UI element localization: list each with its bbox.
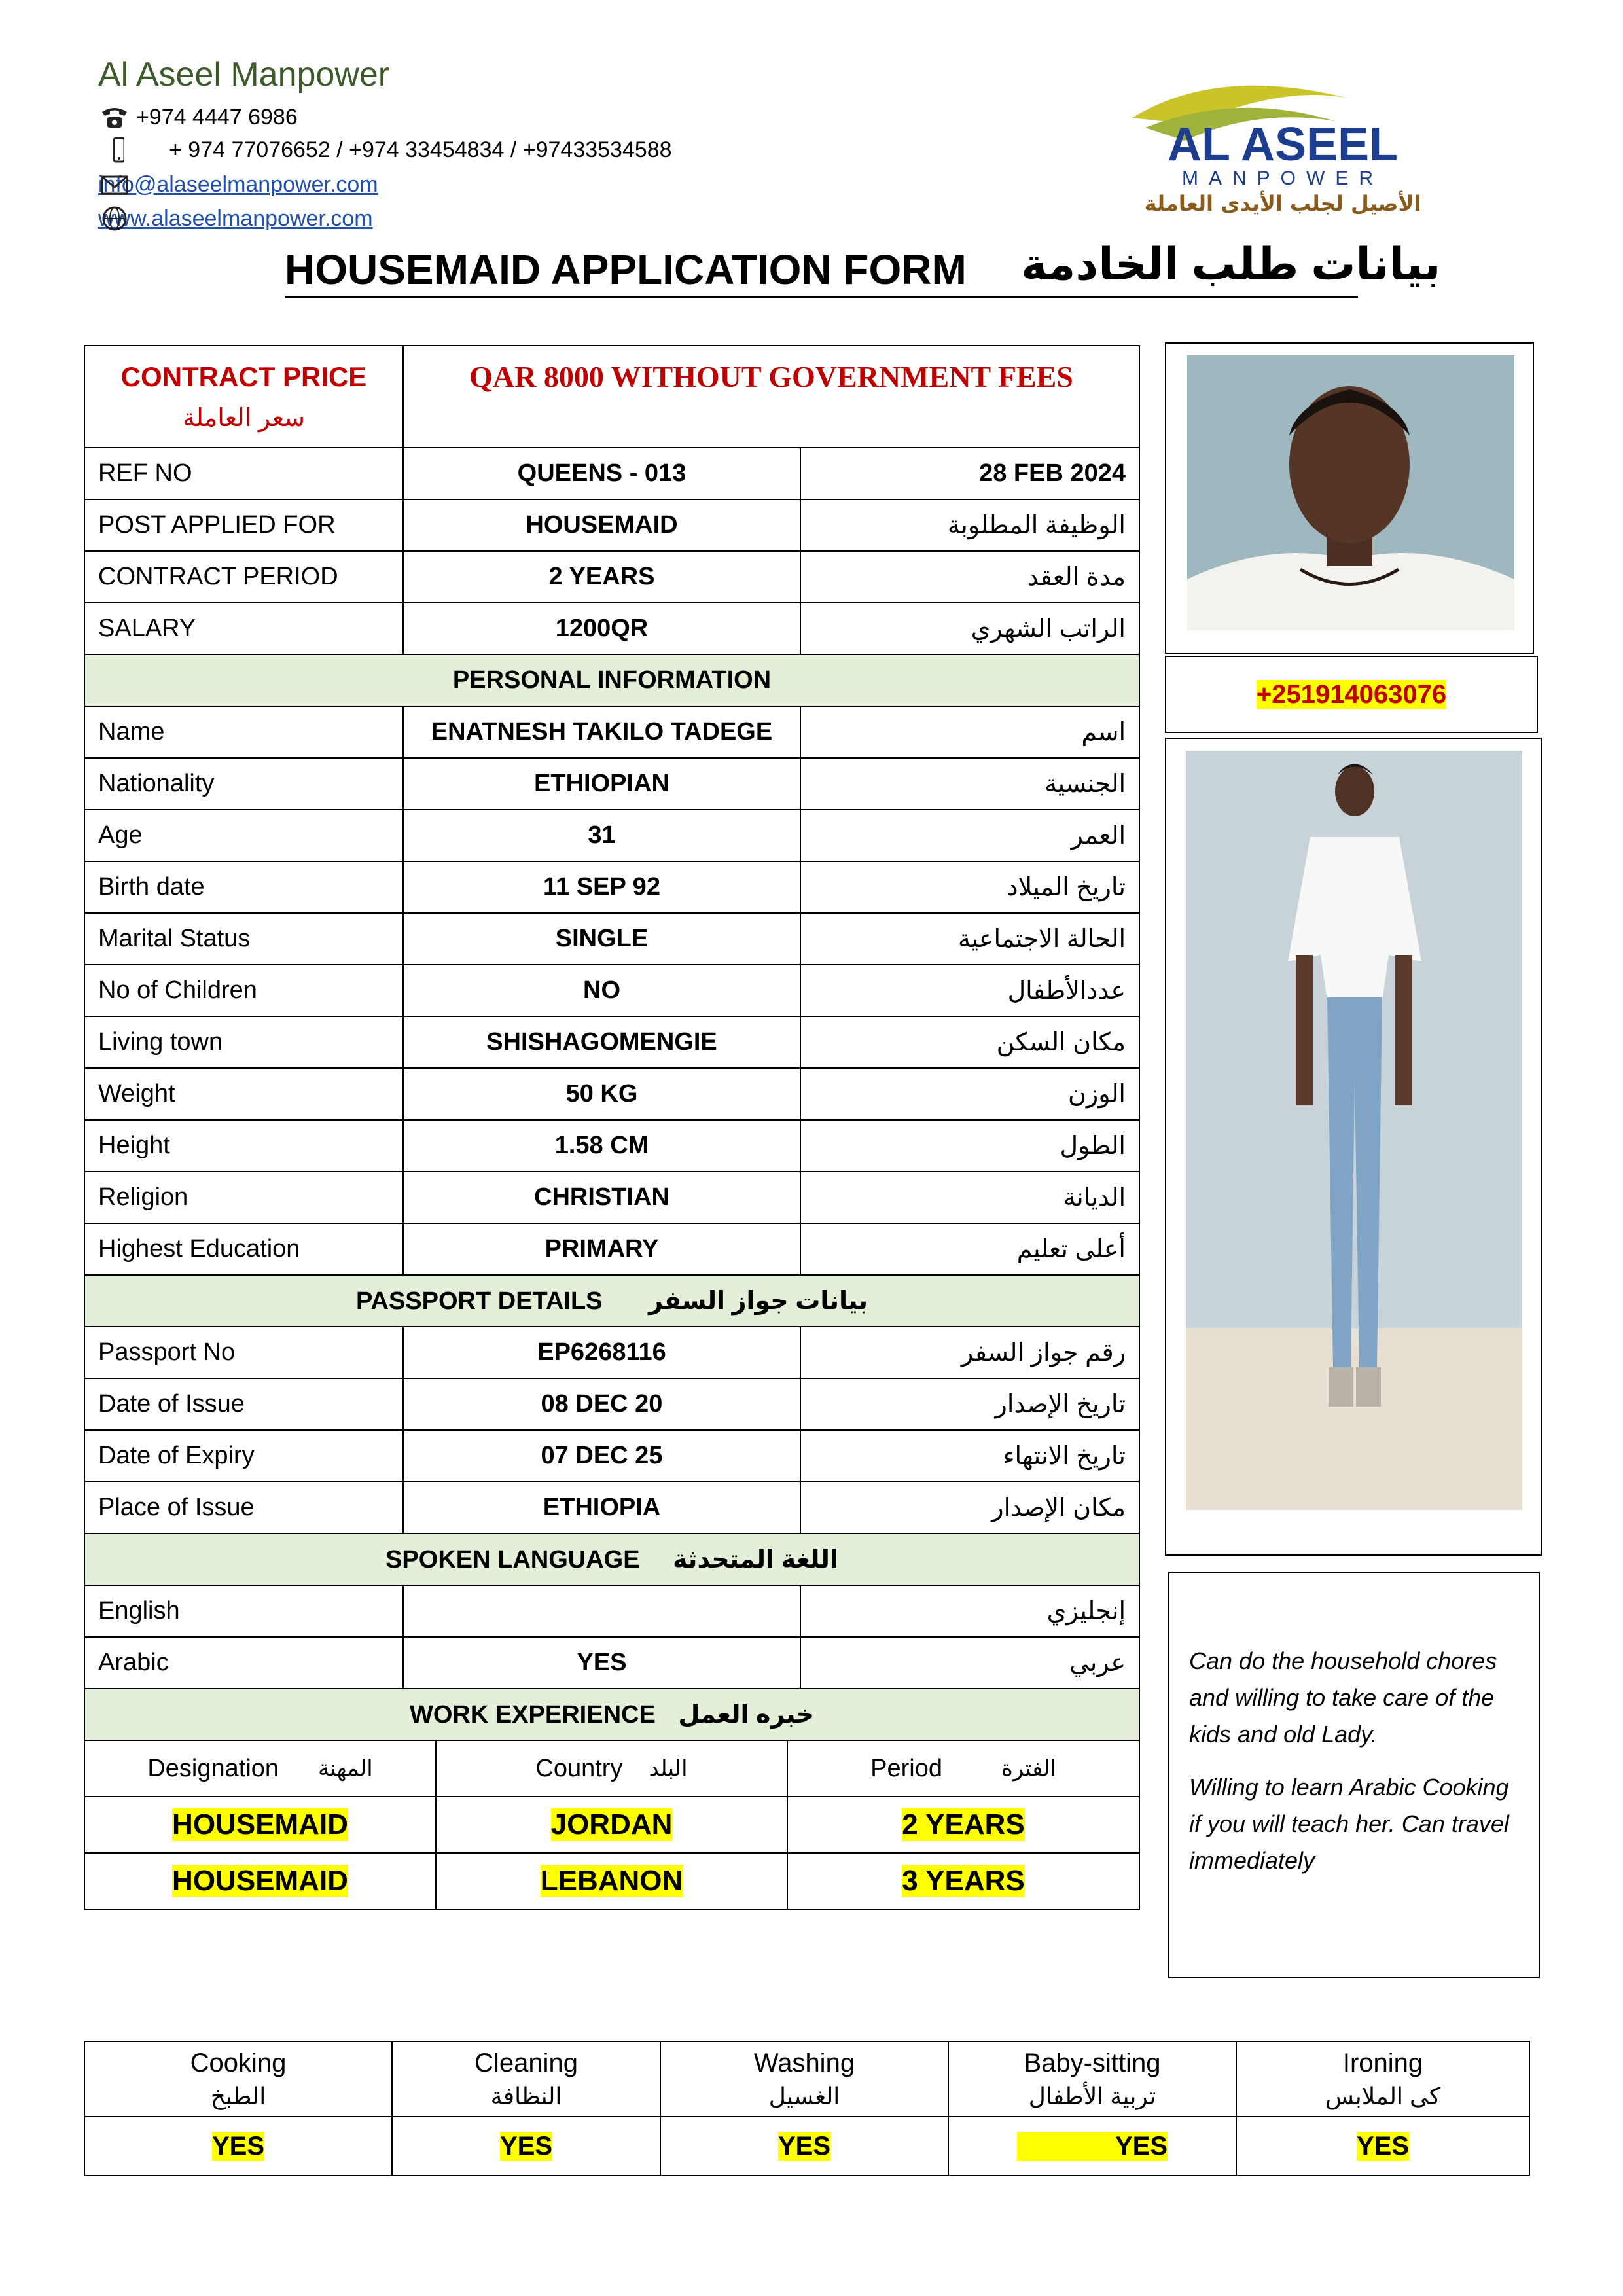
info-label-arabic: الجنسية [800, 758, 1139, 810]
email-link[interactable]: info@alaseelmanpower.com [98, 171, 378, 197]
ref-value: QUEENS - 013 [403, 448, 800, 499]
passport-row [84, 1378, 1139, 1430]
skill-value-cell [392, 2117, 660, 2176]
info-value: 07 DEC 25 [403, 1430, 800, 1482]
skills-table [84, 2041, 1530, 2176]
info-label-arabic: إنجليزي [800, 1585, 1139, 1637]
passport-section-cell [84, 1275, 1139, 1327]
ref-label: REF NO [84, 448, 403, 499]
language-row [84, 1585, 1139, 1637]
work-section-cell [84, 1689, 1139, 1740]
personal-row [84, 1068, 1139, 1120]
info-value: ETHIOPIA [403, 1482, 800, 1534]
info-value: SHISHAGOMENGIE [403, 1016, 800, 1068]
skill-value: YES [211, 2131, 265, 2161]
skills-value-row [84, 2117, 1529, 2176]
info-label-arabic: عربي [800, 1637, 1139, 1689]
info-label: Living town [84, 1016, 403, 1068]
passport-section-title-arabic: بيانات جواز السفر [649, 1287, 868, 1315]
info-value: EP6268116 [403, 1327, 800, 1378]
passport-section-header [84, 1275, 1139, 1327]
phone-line [98, 101, 298, 133]
skill-value-cell [948, 2117, 1236, 2176]
skill-name-arabic: كى الملابس [1325, 2083, 1441, 2110]
ref-date: 28 FEB 2024 [800, 448, 1139, 499]
designation-header-arabic: المهنة [318, 1756, 373, 1781]
info-label-arabic: الوظيفة المطلوبة [800, 499, 1139, 551]
skill-header [660, 2041, 948, 2117]
skill-header [392, 2041, 660, 2117]
info-label: No of Children [84, 965, 403, 1016]
personal-row [84, 1172, 1139, 1223]
skills-header-row [84, 2041, 1529, 2117]
form-title-arabic: بيانات طلب الخادمة [1021, 240, 1441, 289]
info-label: Date of Issue [84, 1378, 403, 1430]
work-row-cell [84, 1853, 1139, 1909]
language-section-cell [84, 1534, 1139, 1585]
skill-name: Cleaning [474, 2049, 578, 2078]
info-label-arabic: مدة العقد [800, 551, 1139, 603]
skill-header [948, 2041, 1236, 2117]
info-label-arabic: مكان السكن [800, 1016, 1139, 1068]
work-period: 2 YEARS [902, 1808, 1025, 1840]
ref-row [84, 448, 1139, 499]
skill-value: YES [499, 2131, 553, 2161]
skill-name: Baby-sitting [1024, 2049, 1161, 2078]
country-header-label: Country [535, 1754, 623, 1782]
application-table [84, 345, 1140, 1910]
country-header [437, 1741, 788, 1796]
personal-row [84, 706, 1139, 758]
work-row [84, 1853, 1139, 1909]
info-label: Highest Education [84, 1223, 403, 1275]
country-header-arabic: البلد [649, 1756, 688, 1781]
logo-sub: MANPOWER [1182, 168, 1383, 189]
info-value: 50 KG [403, 1068, 800, 1120]
company-logo [1086, 72, 1479, 223]
skill-value: YES [1356, 2131, 1410, 2161]
info-value: NO [403, 965, 800, 1016]
personal-row [84, 861, 1139, 913]
info-label: Passport No [84, 1327, 403, 1378]
work-header-row [84, 1740, 1139, 1797]
info-label: Arabic [84, 1637, 403, 1689]
contract-price-label: CONTRACT PRICE [120, 361, 367, 392]
info-label-arabic: مكان الإصدار [800, 1482, 1139, 1534]
info-label-arabic: العمر [800, 810, 1139, 861]
personal-row [84, 965, 1139, 1016]
info-label-arabic: الحالة الاجتماعية [800, 913, 1139, 965]
work-period-cell [788, 1854, 1139, 1909]
info-label-arabic: رقم جواز السفر [800, 1327, 1139, 1378]
passport-row [84, 1327, 1139, 1378]
skill-value-cell [84, 2117, 392, 2176]
info-value: 1.58 CM [403, 1120, 800, 1172]
remarks-box [1168, 1572, 1540, 1978]
work-section-header [84, 1689, 1139, 1740]
passport-row [84, 1430, 1139, 1482]
info-label-arabic: الديانة [800, 1172, 1139, 1223]
skill-name: Washing [753, 2049, 855, 2078]
skill-name-arabic: النظافة [490, 2083, 562, 2110]
portrait-photo [1166, 344, 1533, 653]
company-name: Al Aseel Manpower [98, 56, 390, 94]
form-title: HOUSEMAID APPLICATION FORM [285, 246, 967, 293]
info-label-arabic: تاريخ الانتهاء [800, 1430, 1139, 1482]
info-row [84, 499, 1139, 551]
work-row-cell [84, 1797, 1139, 1853]
info-label: Place of Issue [84, 1482, 403, 1534]
passport-section-title: PASSPORT DETAILS [355, 1287, 603, 1315]
info-value: HOUSEMAID [403, 499, 800, 551]
skill-value-cell [1236, 2117, 1529, 2176]
title-underline [285, 296, 1358, 298]
info-label: Birth date [84, 861, 403, 913]
info-value: PRIMARY [403, 1223, 800, 1275]
personal-section-header [84, 655, 1139, 706]
skill-name-arabic: الغسيل [768, 2083, 840, 2110]
personal-row [84, 1223, 1139, 1275]
full-body-photo-frame [1165, 738, 1542, 1556]
skill-value: YES [1017, 2132, 1168, 2161]
contract-price-label-cell [84, 346, 403, 448]
personal-row [84, 1120, 1139, 1172]
personal-row [84, 913, 1139, 965]
personal-row [84, 758, 1139, 810]
skill-header [84, 2041, 392, 2117]
passport-row [84, 1482, 1139, 1534]
work-header-cell [84, 1740, 1139, 1797]
info-value: ENATNESH TAKILO TADEGE [403, 706, 800, 758]
remark-text: Willing to learn Arabic Cooking if you will teach her. Can travel immediately [1189, 1774, 1509, 1874]
info-value: 11 SEP 92 [403, 861, 800, 913]
language-section-title: SPOKEN LANGUAGE [385, 1546, 640, 1573]
logo-tagline: الأصيل لجلب الأيدى العاملة [1144, 191, 1421, 216]
info-label: CONTRACT PERIOD [84, 551, 403, 603]
info-label: Age [84, 810, 403, 861]
mobile-numbers: + 974 77076652 / +974 33454834 / +97433534588 [169, 137, 672, 162]
info-value: 31 [403, 810, 800, 861]
envelope-icon [98, 170, 131, 199]
contract-price-value: QAR 8000 WITHOUT GOVERNMENT FEES [469, 360, 1073, 393]
work-section-title-arabic: خبره العمل [678, 1701, 815, 1729]
contract-price-row [84, 346, 1139, 448]
info-value: 08 DEC 20 [403, 1378, 800, 1430]
work-country-cell [437, 1797, 788, 1852]
info-label: Date of Expiry [84, 1430, 403, 1482]
info-label: Religion [84, 1172, 403, 1223]
language-row [84, 1637, 1139, 1689]
skill-name-arabic: تربية الأطفال [1028, 2083, 1156, 2110]
remark-text: Can do the household chores and willing to take care of the kids and old Lady. [1189, 1647, 1497, 1748]
work-designation-cell [85, 1854, 437, 1909]
period-header-arabic: الفترة [1001, 1756, 1056, 1781]
info-value: SINGLE [403, 913, 800, 965]
skill-name: Cooking [190, 2049, 287, 2078]
full-body-photo [1166, 739, 1541, 1554]
work-row [84, 1797, 1139, 1853]
skill-value-cell [660, 2117, 948, 2176]
info-label: Name [84, 706, 403, 758]
designation-header [85, 1741, 437, 1796]
telephone-icon [98, 103, 131, 132]
info-label-arabic: تاريخ الميلاد [800, 861, 1139, 913]
phone-number: +974 4447 6986 [136, 104, 298, 130]
mobile-line [98, 134, 672, 166]
work-country: JORDAN [550, 1808, 673, 1840]
info-value [403, 1585, 800, 1637]
designation-header-label: Designation [147, 1754, 279, 1782]
language-section-title-arabic: اللغة المتحدثة [673, 1546, 838, 1573]
work-designation: HOUSEMAID [172, 1808, 348, 1840]
candidate-phone-box [1165, 656, 1538, 733]
info-row [84, 551, 1139, 603]
info-label-arabic: الطول [800, 1120, 1139, 1172]
work-period-cell [788, 1797, 1139, 1852]
work-designation: HOUSEMAID [172, 1865, 348, 1897]
info-label: POST APPLIED FOR [84, 499, 403, 551]
website-line [98, 203, 373, 234]
info-label: Nationality [84, 758, 403, 810]
portrait-photo-frame [1165, 342, 1534, 654]
personal-row [84, 1016, 1139, 1068]
work-section-title: WORK EXPERIENCE [409, 1701, 656, 1729]
info-label: Weight [84, 1068, 403, 1120]
info-value: YES [403, 1637, 800, 1689]
info-row [84, 603, 1139, 655]
globe-icon [98, 204, 131, 233]
language-section-header [84, 1534, 1139, 1585]
info-value: 2 YEARS [403, 551, 800, 603]
candidate-phone: +251914063076 [1256, 679, 1447, 709]
info-label-arabic: عددالأطفال [800, 965, 1139, 1016]
info-label: Height [84, 1120, 403, 1172]
info-label-arabic: اسم [800, 706, 1139, 758]
logo-brand: AL ASEEL [1167, 118, 1399, 171]
skill-name-arabic: الطبخ [210, 2083, 266, 2110]
info-label: SALARY [84, 603, 403, 655]
contract-price-label-arabic: سعر العاملة [182, 404, 306, 432]
info-label-arabic: الوزن [800, 1068, 1139, 1120]
skill-value: YES [777, 2131, 831, 2161]
info-label-arabic: أعلى تعليم [800, 1223, 1139, 1275]
personal-row [84, 810, 1139, 861]
work-country-cell [437, 1854, 788, 1909]
period-header [788, 1741, 1139, 1796]
info-label: Marital Status [84, 913, 403, 965]
work-designation-cell [85, 1797, 437, 1852]
info-value: CHRISTIAN [403, 1172, 800, 1223]
info-value: 1200QR [403, 603, 800, 655]
work-country: LEBANON [540, 1865, 683, 1897]
contract-price-value-cell [403, 346, 1139, 448]
skill-header [1236, 2041, 1529, 2117]
info-value: ETHIOPIAN [403, 758, 800, 810]
personal-section-title: PERSONAL INFORMATION [84, 655, 1139, 706]
website-link[interactable]: www.alaseelmanpower.com [98, 206, 373, 231]
skill-name: Ironing [1342, 2049, 1423, 2078]
info-label-arabic: الراتب الشهري [800, 603, 1139, 655]
mobile-phone-icon [98, 135, 164, 164]
email-line [98, 169, 378, 200]
info-label-arabic: تاريخ الإصدار [800, 1378, 1139, 1430]
period-header-label: Period [870, 1754, 942, 1782]
work-period: 3 YEARS [902, 1865, 1025, 1897]
info-label: English [84, 1585, 403, 1637]
